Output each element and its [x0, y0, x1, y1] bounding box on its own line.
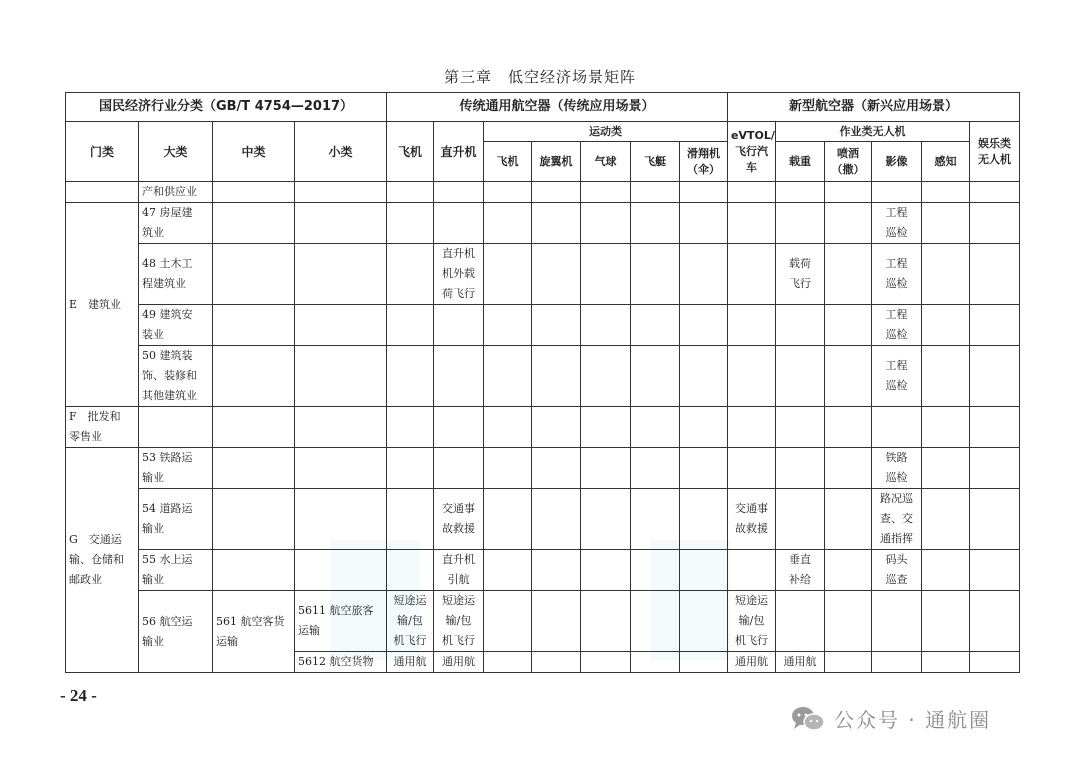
dalei-cell: 56 航空运 输业	[139, 591, 213, 673]
table-cell	[295, 489, 387, 550]
table-cell	[922, 203, 970, 244]
table-cell	[825, 305, 872, 346]
table-cell	[581, 346, 631, 407]
table-cell	[434, 305, 484, 346]
col-sport-plane: 飞机	[484, 142, 532, 182]
evtol-cell: 短途运 输/包 机飞行	[728, 591, 776, 652]
table-cell	[825, 407, 872, 448]
table-cell	[532, 407, 581, 448]
table-cell	[922, 244, 970, 305]
imaging-cell: 工程 巡检	[872, 346, 922, 407]
table-cell	[484, 550, 532, 591]
dalei-cell: 产和供应业	[139, 182, 213, 203]
table-cell	[581, 652, 631, 673]
menlei-cell: F 批发和 零售业	[66, 407, 139, 448]
header-work-uav: 作业类无人机	[776, 122, 970, 142]
table-cell	[631, 448, 680, 489]
table-row	[66, 489, 1020, 550]
table-cell	[213, 346, 295, 407]
col-rotorcraft: 旋翼机	[532, 142, 581, 182]
table-cell	[434, 203, 484, 244]
table-cell	[387, 244, 434, 305]
table-row	[66, 448, 1020, 489]
xiaolei-cell: 5611 航空旅客 运输	[295, 591, 387, 652]
table-cell	[825, 346, 872, 407]
table-cell	[581, 305, 631, 346]
table-cell	[484, 305, 532, 346]
helicopter-cell: 通用航	[434, 652, 484, 673]
plane-cell: 短途运 输/包 机飞行	[387, 591, 434, 652]
table-cell	[484, 244, 532, 305]
table-cell	[532, 591, 581, 652]
dalei-cell: 48 土木工 程建筑业	[139, 244, 213, 305]
table-cell	[484, 652, 532, 673]
col-dalei: 大类	[139, 122, 213, 182]
table-cell	[581, 203, 631, 244]
col-imaging: 影像	[872, 142, 922, 182]
table-cell	[680, 203, 728, 244]
table-cell	[387, 550, 434, 591]
col-airship: 飞艇	[631, 142, 680, 182]
table-cell	[387, 182, 434, 203]
table-cell	[922, 489, 970, 550]
col-entertainment: 娱乐类 无人机	[970, 122, 1020, 182]
col-payload: 载重	[776, 142, 825, 182]
table-cell	[922, 591, 970, 652]
table-cell	[532, 182, 581, 203]
table-cell	[680, 182, 728, 203]
table-cell	[631, 346, 680, 407]
table-cell	[728, 244, 776, 305]
table-cell	[728, 305, 776, 346]
table-cell	[728, 407, 776, 448]
header-traditional-aircraft: 传统通用航空器（传统应用场景）	[387, 93, 728, 122]
col-zhonglei: 中类	[213, 122, 295, 182]
table-cell	[970, 550, 1020, 591]
table-cell	[484, 346, 532, 407]
table-cell	[434, 448, 484, 489]
table-row	[66, 591, 1020, 652]
table-row	[66, 407, 1020, 448]
table-cell	[970, 407, 1020, 448]
table-cell	[922, 407, 970, 448]
xiaolei-cell: 5612 航空货物	[295, 652, 387, 673]
table-cell	[532, 346, 581, 407]
table-cell	[922, 346, 970, 407]
table-cell	[434, 346, 484, 407]
col-balloon: 气球	[581, 142, 631, 182]
col-menlei: 门类	[66, 122, 139, 182]
table-cell	[825, 244, 872, 305]
table-cell	[680, 305, 728, 346]
table-cell	[484, 407, 532, 448]
table-cell	[213, 448, 295, 489]
table-cell	[825, 448, 872, 489]
table-cell	[387, 407, 434, 448]
helicopter-cell: 直升机 机外载 荷飞行	[434, 244, 484, 305]
table-cell	[631, 305, 680, 346]
table-cell	[631, 489, 680, 550]
table-cell	[295, 407, 387, 448]
table-cell	[434, 182, 484, 203]
table-cell	[387, 305, 434, 346]
table-cell	[295, 244, 387, 305]
table-cell	[970, 182, 1020, 203]
table-cell	[213, 182, 295, 203]
table-cell	[139, 407, 213, 448]
helicopter-cell: 直升机 引航	[434, 550, 484, 591]
table-cell	[970, 591, 1020, 652]
imaging-cell: 工程 巡检	[872, 305, 922, 346]
watermark-text: 公众号 · 通航圈	[834, 708, 992, 732]
table-cell	[631, 550, 680, 591]
helicopter-cell: 交通事 故救援	[434, 489, 484, 550]
table-cell	[680, 652, 728, 673]
table-cell	[776, 489, 825, 550]
table-cell	[581, 591, 631, 652]
table-cell	[532, 550, 581, 591]
table-cell	[872, 591, 922, 652]
table-cell	[631, 244, 680, 305]
evtol-cell: 通用航	[728, 652, 776, 673]
table-cell	[970, 305, 1020, 346]
table-cell	[872, 652, 922, 673]
table-cell	[484, 203, 532, 244]
table-cell	[825, 182, 872, 203]
header-row-1	[66, 93, 1020, 122]
table-cell	[922, 182, 970, 203]
col-glider: 滑翔机 （伞）	[680, 142, 728, 182]
dalei-cell: 49 建筑安 装业	[139, 305, 213, 346]
table-cell	[532, 244, 581, 305]
table-cell	[213, 489, 295, 550]
table-cell	[922, 652, 970, 673]
wechat-icon	[790, 705, 826, 733]
table-cell	[825, 591, 872, 652]
table-cell	[532, 652, 581, 673]
table-cell	[970, 244, 1020, 305]
table-cell	[825, 550, 872, 591]
chapter-header: 第三章 低空经济场景矩阵	[443, 68, 636, 86]
col-plane: 飞机	[387, 122, 434, 182]
table-cell	[532, 305, 581, 346]
table-cell	[581, 182, 631, 203]
table-cell	[680, 550, 728, 591]
table-cell	[581, 550, 631, 591]
table-cell	[295, 203, 387, 244]
watermark	[790, 704, 991, 733]
dalei-cell: 53 铁路运 输业	[139, 448, 213, 489]
header-new-aircraft: 新型航空器（新兴应用场景）	[728, 93, 1020, 122]
table-row	[66, 244, 1020, 305]
table-cell	[631, 652, 680, 673]
table-cell	[387, 346, 434, 407]
table-cell	[295, 346, 387, 407]
table-cell	[631, 407, 680, 448]
col-spraying: 喷洒 （撒）	[825, 142, 872, 182]
dalei-cell: 55 水上运 输业	[139, 550, 213, 591]
table-cell	[728, 550, 776, 591]
table-row	[66, 346, 1020, 407]
table-cell	[922, 448, 970, 489]
table-cell	[825, 203, 872, 244]
menlei-cell: G 交通运 输、仓储和 邮政业	[66, 448, 139, 673]
table-cell	[970, 448, 1020, 489]
header-national-classification: 国民经济行业分类（GB/T 4754—2017）	[66, 93, 387, 122]
plane-cell: 通用航	[387, 652, 434, 673]
table-cell	[776, 346, 825, 407]
dalei-cell: 54 道路运 输业	[139, 489, 213, 550]
helicopter-cell: 短途运 输/包 机飞行	[434, 591, 484, 652]
col-xiaolei: 小类	[295, 122, 387, 182]
table-cell	[631, 182, 680, 203]
payload-cell: 载荷 飞行	[776, 244, 825, 305]
table-cell	[970, 203, 1020, 244]
table-cell	[776, 448, 825, 489]
table-cell	[631, 203, 680, 244]
table-cell	[680, 407, 728, 448]
table-cell	[680, 244, 728, 305]
table-cell	[776, 591, 825, 652]
table-cell	[484, 182, 532, 203]
table-cell	[825, 652, 872, 673]
table-cell	[776, 407, 825, 448]
table-cell	[484, 489, 532, 550]
dalei-cell: 47 房屋建 筑业	[139, 203, 213, 244]
imaging-cell: 工程 巡检	[872, 203, 922, 244]
table-cell	[728, 203, 776, 244]
table-cell	[970, 489, 1020, 550]
table-cell	[680, 591, 728, 652]
payload-cell: 垂直 补给	[776, 550, 825, 591]
dalei-cell: 50 建筑装 饰、装修和 其他建筑业	[139, 346, 213, 407]
table-cell	[680, 448, 728, 489]
table-cell	[970, 346, 1020, 407]
table-cell	[631, 591, 680, 652]
table-cell	[776, 305, 825, 346]
table-cell	[295, 182, 387, 203]
table-row	[66, 203, 1020, 244]
table-cell	[581, 244, 631, 305]
table-cell	[581, 448, 631, 489]
imaging-cell: 码头 巡查	[872, 550, 922, 591]
col-sensing: 感知	[922, 142, 970, 182]
table-cell	[728, 346, 776, 407]
table-cell	[532, 203, 581, 244]
table-cell	[581, 407, 631, 448]
col-helicopter: 直升机	[434, 122, 484, 182]
table-cell	[680, 489, 728, 550]
evtol-cell: 交通事 故救援	[728, 489, 776, 550]
table-cell	[970, 652, 1020, 673]
table-cell	[532, 448, 581, 489]
table-cell	[213, 203, 295, 244]
header-sports: 运动类	[484, 122, 728, 142]
table-cell	[295, 448, 387, 489]
table-cell	[776, 182, 825, 203]
table-row	[66, 305, 1020, 346]
table-cell	[213, 305, 295, 346]
col-evtol: eVTOL/ 飞行汽 车	[728, 122, 776, 182]
table-cell	[295, 305, 387, 346]
table-cell	[387, 203, 434, 244]
table-row	[66, 182, 1020, 203]
payload-cell: 通用航	[776, 652, 825, 673]
menlei-cell: E 建筑业	[66, 203, 139, 407]
table-cell	[484, 448, 532, 489]
table-cell	[680, 346, 728, 407]
imaging-cell: 路况巡 查、交 通指挥	[872, 489, 922, 550]
table-cell	[728, 448, 776, 489]
imaging-cell: 工程 巡检	[872, 244, 922, 305]
zhonglei-cell: 561 航空客货 运输	[213, 591, 295, 673]
table-cell	[776, 203, 825, 244]
table-row	[66, 550, 1020, 591]
table-cell	[532, 489, 581, 550]
table-cell	[387, 448, 434, 489]
table-cell	[484, 591, 532, 652]
table-cell	[66, 182, 139, 203]
table-cell	[872, 182, 922, 203]
scenario-matrix-table	[65, 92, 1020, 673]
page-number: - 24 -	[60, 686, 97, 705]
table-cell	[213, 407, 295, 448]
table-cell	[728, 182, 776, 203]
table-cell	[922, 305, 970, 346]
table-cell	[581, 489, 631, 550]
table-cell	[213, 244, 295, 305]
imaging-cell: 铁路 巡检	[872, 448, 922, 489]
table-cell	[434, 407, 484, 448]
table-cell	[825, 489, 872, 550]
header-row-2	[66, 122, 1020, 142]
table-cell	[213, 550, 295, 591]
table-cell	[922, 550, 970, 591]
table-cell	[872, 407, 922, 448]
table-cell	[387, 489, 434, 550]
table-cell	[295, 550, 387, 591]
